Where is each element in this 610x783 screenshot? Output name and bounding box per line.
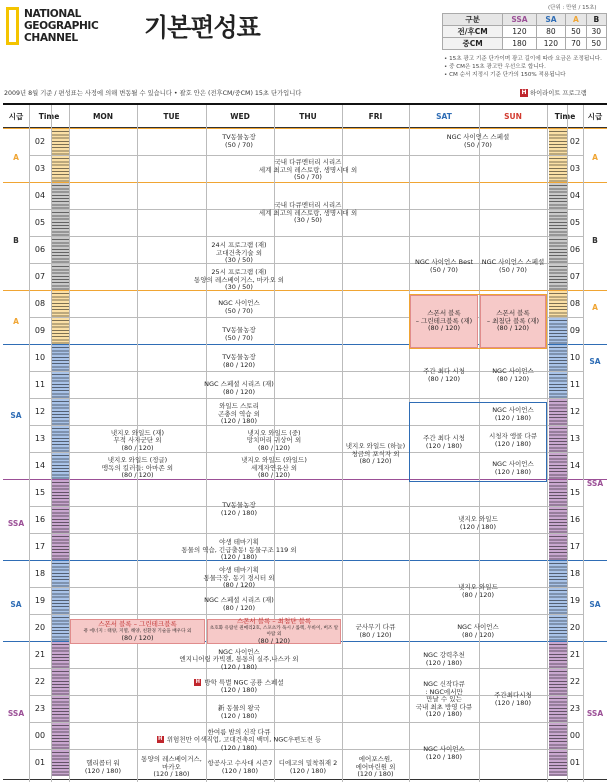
price-header-b: B: [586, 14, 606, 26]
col-head-thu: THU: [274, 105, 342, 128]
hour-label: 00: [34, 731, 46, 740]
time-ruler-right: [549, 587, 567, 614]
hour-label-right: 11: [569, 380, 581, 389]
schedule-grid: [3, 103, 607, 780]
page-title: 기본편성표: [144, 13, 260, 42]
time-ruler-right: [549, 668, 567, 695]
hour-label-right: 20: [569, 623, 581, 632]
time-ruler-left: [51, 695, 69, 722]
col-head-fri: FRI: [342, 105, 409, 128]
time-ruler-left: [51, 425, 69, 452]
program-cell[interactable]: 통양의 레스베이거스, 마카오 (120 / 180): [141, 755, 202, 779]
col-head-time-right: Time: [547, 105, 583, 128]
price-cell: 50: [586, 38, 606, 50]
hour-label: 06: [34, 245, 46, 254]
time-ruler-right: [549, 560, 567, 587]
time-ruler-right: [549, 155, 567, 182]
hour-label: 04: [34, 191, 46, 200]
program-cell[interactable]: 군사무기 다큐 (80 / 120): [355, 623, 396, 639]
hour-label: 10: [34, 353, 46, 362]
col-head-wed: WED: [206, 105, 274, 128]
program-cell[interactable]: NGC 사이언스 스페셜 (50 / 70): [481, 258, 545, 274]
time-ruler-right: [549, 371, 567, 398]
program-cell[interactable]: 냇지오 와일드 (정글) 맹독의 킬러들: 아마존 외 (80 / 120): [101, 456, 174, 480]
time-ruler-left: [51, 641, 69, 668]
slot-label-right: A: [592, 152, 598, 162]
time-ruler-left: [51, 452, 69, 479]
hour-label: 05: [34, 218, 46, 227]
time-ruler-right: [549, 506, 567, 533]
hour-label-right: 06: [569, 245, 581, 254]
highlight-h-icon: H: [521, 88, 527, 96]
time-ruler-left: [51, 668, 69, 695]
hour-label: 22: [34, 677, 46, 686]
price-header-a: A: [566, 14, 586, 26]
col-head-mon: MON: [69, 105, 137, 128]
program-cell[interactable]: 에어포스원, 에어마린원 외 (120 / 180): [355, 755, 396, 779]
time-ruler-left: [51, 290, 69, 317]
price-cell: 180: [503, 38, 536, 50]
hour-label: 11: [34, 380, 46, 389]
hour-label-right: 22: [569, 677, 581, 686]
program-cell[interactable]: 냇지오 와일드 (중) 망치머리 귀상어 외 (80 / 120): [246, 428, 302, 452]
program-cell[interactable]: 주간 최다 시청 (120 / 180): [423, 433, 465, 450]
price-header-label: 구분: [443, 14, 503, 26]
hour-label: 13: [34, 434, 46, 443]
hour-label-right: 13: [569, 434, 581, 443]
program-cell[interactable]: NGC 사이언스 엔지니어링 카빅젠, 통통의 실주,나스카 외 (120 / 180): [179, 647, 299, 671]
price-cell: 120: [503, 26, 536, 38]
program-cell[interactable]: TV동물농장 (50 / 70): [222, 133, 256, 149]
price-header-ssa: SSA: [503, 14, 536, 26]
program-cell[interactable]: 25시 프로그램 (재) 통양의 레스베이거스, 마카오 외 (30 / 50): [194, 268, 284, 292]
col-head-slot: 시급: [3, 105, 29, 128]
sponsor-block-cell[interactable]: 스폰서 블록 – 최첨단 블록 초호화 유람선 퀸메리2호, 스포츠카 독시 / 롤렉, 두바이, 버즈 알아랍 외 (80 / 120): [207, 619, 341, 644]
sponsor-block-cell[interactable]: 스폰서 블록 – 그린테크블록 (재) (80 / 120): [410, 295, 478, 348]
hour-label: 19: [34, 596, 46, 605]
price-notes: • 15초 광고 기준 단가이며 광고 길이에 따라 요금은 조정됩니다. • 중 CM은 15초 광고만 우선으로 합니다. • CM 순서 지정시 기준 단가의 150% 적용됩니다: [444, 56, 602, 78]
price-cell: 30: [586, 26, 606, 38]
program-cell[interactable]: 주간 최다 시청 (80 / 120): [423, 366, 465, 383]
hour-label-right: 10: [569, 353, 581, 362]
hour-label: 15: [34, 488, 46, 497]
hour-label: 20: [34, 623, 46, 632]
time-ruler-right: [549, 722, 567, 749]
program-cell[interactable]: 헬리콥터 워 (120 / 180): [84, 758, 122, 775]
time-ruler-left: [51, 533, 69, 560]
slot-label-right: SSA: [586, 478, 604, 488]
program-cell[interactable]: NGC 스페셜 시리즈 (재) (80 / 120): [204, 596, 274, 612]
program-cell[interactable]: NGC 스페셜 시리즈 (재) (80 / 120): [204, 379, 274, 396]
hour-label-right: 05: [569, 218, 581, 227]
time-ruler-left: [51, 128, 69, 155]
program-cell[interactable]: 냇지오 와일드 (와일드) 세계자연유산 외 (80 / 120): [241, 456, 307, 480]
program-cell[interactable]: 주간최다시청 (120 / 180): [494, 691, 532, 707]
slot-label-right: B: [592, 235, 598, 245]
hour-label-right: 02: [569, 137, 581, 146]
col-head-sat: SAT: [409, 105, 479, 128]
time-ruler-right: [549, 209, 567, 236]
slot-label: SSA: [7, 708, 25, 718]
time-ruler-left: [51, 506, 69, 533]
hour-label-right: 15: [569, 488, 581, 497]
price-cell: 70: [566, 38, 586, 50]
hour-label: 03: [34, 164, 46, 173]
slot-label: SA: [10, 410, 22, 420]
hour-label-right: 17: [569, 542, 581, 551]
time-ruler-right: [549, 479, 567, 506]
slot-label-right: SSA: [586, 708, 604, 718]
program-cell[interactable]: 24시 프로그램 (재) 고대건축기술 외 (30 / 50): [211, 241, 267, 265]
column-divider: [547, 105, 548, 782]
time-ruler-right: [549, 290, 567, 317]
program-cell[interactable]: TV동물농장 (120 / 180): [220, 501, 258, 517]
hour-label-right: 21: [569, 650, 581, 659]
column-divider: [567, 105, 568, 782]
program-cell[interactable]: 냇지오 와일드 (120 / 180): [458, 514, 498, 531]
program-cell[interactable]: NGC 사이언스 스페셜 (50 / 70): [446, 133, 510, 149]
program-cell[interactable]: NGC 신작다큐 : NGC에서만 만날 수 있는 국내 최초 방영 다큐 (120 / 180): [415, 680, 473, 719]
program-cell[interactable]: 와일드 스토리 곤충의 역습 외 (120 / 180): [218, 402, 260, 426]
program-cell[interactable]: 야생 테마기획 통물극장, 동기 경시터 외 (80 / 120): [203, 566, 275, 590]
price-row-label: 전/후CM: [443, 26, 503, 38]
time-ruler-right: [549, 263, 567, 290]
col-head-slot-right: 시급: [583, 105, 607, 128]
unit-note: (단위 : 만원 / 15초): [548, 5, 597, 11]
hour-label: 07: [34, 272, 46, 281]
slot-label: SSA: [7, 518, 25, 528]
hour-label-right: 09: [569, 326, 581, 335]
hour-label-right: 16: [569, 515, 581, 524]
price-header-sa: SA: [536, 14, 566, 26]
time-ruler-left: [51, 749, 69, 776]
program-cell[interactable]: NGC 사이언스 Best (50 / 70): [414, 258, 474, 274]
program-cell[interactable]: NGC 사이언스 (120 / 180): [423, 745, 465, 761]
time-ruler-right: [549, 128, 567, 155]
time-ruler-left: [51, 317, 69, 344]
slot-label-right: SA: [589, 600, 601, 609]
slot-label: SA: [10, 600, 22, 609]
time-ruler-right: [549, 452, 567, 479]
time-ruler-right: [549, 344, 567, 371]
time-ruler-right: [549, 425, 567, 452]
program-cell[interactable]: NGC 사이언스 (120 / 180): [492, 405, 534, 422]
slot-label: B: [13, 235, 19, 245]
highlight-h-icon: H: [158, 736, 163, 743]
time-ruler-right: [549, 533, 567, 560]
hour-label: 08: [34, 299, 46, 308]
time-ruler-right: [549, 749, 567, 776]
time-ruler-right: [549, 695, 567, 722]
price-cell: 80: [536, 26, 566, 38]
time-ruler-left: [51, 587, 69, 614]
col-head-tue: TUE: [137, 105, 206, 128]
ngc-logo: [6, 6, 134, 46]
hour-label: 14: [34, 461, 46, 470]
program-cell[interactable]: NGC 사이언스 (80 / 120): [492, 366, 534, 383]
program-cell[interactable]: NGC 사이언스 (120 / 180): [492, 459, 534, 476]
price-row-label: 중CM: [443, 38, 503, 50]
hour-label: 23: [34, 704, 46, 713]
hour-label: 17: [34, 542, 46, 551]
hour-label-right: 12: [569, 407, 581, 416]
hour-label: 16: [34, 515, 46, 524]
hour-label-right: 03: [569, 164, 581, 173]
hour-label: 01: [34, 758, 46, 767]
time-ruler-left: [51, 371, 69, 398]
time-ruler-left: [51, 263, 69, 290]
hour-label-right: 00: [569, 731, 581, 740]
time-ruler-left: [51, 614, 69, 641]
hour-label-right: 01: [569, 758, 581, 767]
time-ruler-left: [51, 398, 69, 425]
column-divider: [51, 105, 52, 782]
hour-label-right: 14: [569, 461, 581, 470]
hour-label-right: 18: [569, 569, 581, 578]
time-ruler-left: [51, 560, 69, 587]
price-cell: 120: [536, 38, 566, 50]
time-ruler-left: [51, 209, 69, 236]
program-cell[interactable]: 디에고의 밀착취재 2 (120 / 180): [278, 758, 338, 775]
time-ruler-right: [549, 641, 567, 668]
program-cell[interactable]: 한여름 밤의 신작 다큐 H 위험천만 이색직업, 고대건축의 백미, NGC우편도전 등 (120 / 180): [158, 727, 322, 752]
price-cell: 50: [566, 26, 586, 38]
col-head-sun: SUN: [479, 105, 547, 128]
highlight-legend: H 하이라이트 프로그램: [521, 88, 587, 97]
program-cell[interactable]: 국내 다큐멘터리 시리즈 세계 최고의 레스토랑, 생명시대 외 (50 / 70): [258, 158, 358, 182]
hour-label: 12: [34, 407, 46, 416]
program-cell[interactable]: 냇지오 와일드 (80 / 120): [458, 582, 498, 599]
program-cell[interactable]: TV동물농장 (50 / 70): [222, 325, 256, 342]
hour-label: 09: [34, 326, 46, 335]
time-ruler-left: [51, 479, 69, 506]
col-head-time: Time: [29, 105, 69, 128]
program-cell[interactable]: 냇지오 와일드 (재) 무적 사자군단 외 (80 / 120): [110, 428, 165, 452]
slot-label-right: SA: [589, 357, 601, 366]
time-ruler-right: [549, 398, 567, 425]
hour-label-right: 04: [569, 191, 581, 200]
sponsor-block-cell[interactable]: 스폰서 블록 – 최첨단 블록 (재) (80 / 120): [480, 295, 546, 348]
program-cell[interactable]: 야생 테마기획 통물의 역습, 긴급출동! 동물구조 119 외 (120 / 180): [181, 538, 297, 562]
column-divider: [29, 105, 30, 782]
hour-label-right: 08: [569, 299, 581, 308]
time-ruler-left: [51, 182, 69, 209]
sponsor-frame: [409, 294, 547, 349]
program-cell[interactable]: 시청자 앵콜 다큐 (120 / 180): [488, 432, 538, 448]
highlight-h-icon: H: [195, 678, 200, 685]
hour-label: 21: [34, 650, 46, 659]
logo-yellow-frame-icon: [6, 7, 19, 45]
time-ruler-right: [549, 236, 567, 263]
logo-text: NATIONAL GEOGRAPHIC CHANNEL: [24, 8, 99, 44]
hour-label-right: 07: [569, 272, 581, 281]
program-cell[interactable]: 新 동물의 왕국 (120 / 180): [217, 704, 261, 720]
time-ruler-right: [549, 317, 567, 344]
hour-label: 18: [34, 569, 46, 578]
time-ruler-right: [549, 182, 567, 209]
program-cell[interactable]: NGC 사이언스 (50 / 70): [218, 299, 260, 315]
program-cell[interactable]: 항공사고 수사대 시즌7 (120 / 180): [207, 758, 273, 775]
time-ruler-left: [51, 344, 69, 371]
time-ruler-right: [549, 614, 567, 641]
program-cell[interactable]: NGC 강력추천 (120 / 180): [423, 650, 465, 667]
time-ruler-left: [51, 236, 69, 263]
price-table: [442, 13, 607, 50]
sponsor-block-cell[interactable]: 스폰서 블록 – 그린테크블록 퓨 에너지 : 태양, 지열, 해양, 친환경 기술을 배우다 외 (80 / 120): [70, 619, 205, 644]
hour-label: 02: [34, 137, 46, 146]
time-ruler-left: [51, 722, 69, 749]
time-ruler-left: [51, 155, 69, 182]
schedule-subline: 2009년 8월 기준 / 편성표는 사정에 의해 변동될 수 있습니다 • 괄호 안은 (전후CM/중CM) 15초 단가입니다: [4, 90, 302, 97]
program-cell[interactable]: H 방학 특별 NGC 공룡 스페셜 (120 / 180): [195, 678, 284, 694]
program-cell[interactable]: 냇지오 와일드 (하늘) 청금의 포식자 외 (80 / 120): [345, 442, 406, 466]
program-cell[interactable]: 국내 다큐멘터리 시리즈 세계 최고의 레스토랑, 생명시대 외 (30 / 50): [258, 201, 358, 225]
slot-label: A: [13, 152, 19, 162]
program-cell[interactable]: TV동물농장 (80 / 120): [222, 353, 256, 369]
slot-label: A: [13, 316, 19, 326]
program-cell[interactable]: NGC 사이언스 (80 / 120): [457, 623, 499, 639]
slot-label-right: A: [592, 303, 598, 312]
hour-label-right: 23: [569, 704, 581, 713]
hour-label-right: 19: [569, 596, 581, 605]
